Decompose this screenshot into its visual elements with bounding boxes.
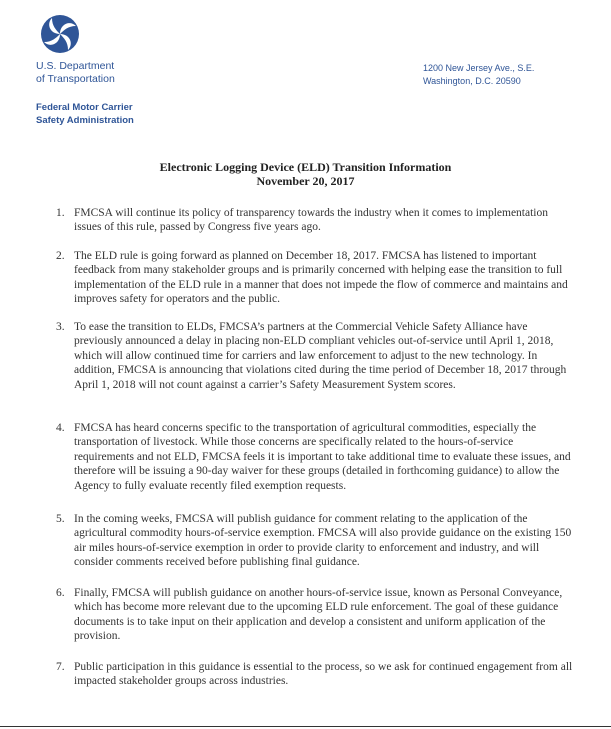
address bbox=[423, 62, 534, 88]
agency-name bbox=[36, 102, 134, 127]
department-name-line2: of Transportation bbox=[36, 73, 115, 85]
department-name-line1: U.S. Department bbox=[36, 60, 115, 72]
address-line2: Washington, D.C. 20590 bbox=[423, 76, 521, 86]
list-item-text: The ELD rule is going forward as planned on December 18, 2017. FMCSA has listened to important feedback from many stakeholder groups and is primarily concerned with helping ease the transition to full implementation of the ELD rule in a manner that does not impede the flow of commerce and maintains and improves safety for operators and the public. bbox=[74, 250, 568, 306]
page-bottom-rule bbox=[0, 726, 611, 727]
list-item-text: FMCSA has heard concerns specific to the transportation of agricultural commodities, especially the transportation of livestock. While those concerns are specifically related to the hours-of-service requirements and not ELD, FMCSA feels it is important to take additional time to evaluate these issues, and therefore will be issuing a 90-day waiver for these groups (detailed in forthcoming guidance) to allow the Agency to fully evaluate recently filed exemption requests. bbox=[74, 422, 571, 492]
dot-logo-icon bbox=[40, 14, 80, 54]
list-item bbox=[56, 586, 574, 644]
list-item-number: 6. bbox=[56, 587, 65, 599]
list-item bbox=[56, 206, 574, 235]
list-item-text: FMCSA will continue its policy of transparency towards the industry when it comes to implementation issues of this rule, passed by Congress five years ago. bbox=[74, 207, 548, 234]
document-title-block bbox=[0, 160, 611, 188]
list-item-text: Finally, FMCSA will publish guidance on another hours-of-service issue, known as Personal Conveyance, which has become more relevant due to the upcoming ELD rule enforcement. The goal of these guidance documents is to take input on their application and develop a consistent and uniform application of the provision. bbox=[74, 587, 563, 643]
list-item-number: 7. bbox=[56, 661, 65, 673]
agency-name-line1: Federal Motor Carrier bbox=[36, 102, 133, 113]
list-item-text: Public participation in this guidance is essential to the process, so we ask for continued engagement from all impacted stakeholder groups across industries. bbox=[74, 661, 573, 688]
list-item bbox=[56, 512, 574, 570]
list-item-text: In the coming weeks, FMCSA will publish guidance for comment relating to the application of the agricultural commodity hours-of-service exemption. FMCSA will also provide guidance on the existing 150 air miles hours-of-service exemption in order to provide clarity to enforcement and industry, and will consider comments received before publishing final guidance. bbox=[74, 513, 572, 569]
list-item-number: 4. bbox=[56, 422, 65, 434]
agency-name-line2: Safety Administration bbox=[36, 114, 134, 126]
list-item-number: 5. bbox=[56, 513, 65, 525]
list-item-text: To ease the transition to ELDs, FMCSA’s partners at the Commercial Vehicle Safety Alliance have previously announced a delay in placing non-ELD compliant vehicles out-of-service until April 1, 2018, which will allow continued time for carriers and law enforcement to adjust to the new technology. In addition, FMCSA is announcing that violations cited during the time period of December 18, 2017 through April 1, 2018 will not count against a carrier’s Safety Measurement System scores. bbox=[74, 321, 567, 391]
list-item bbox=[56, 320, 574, 392]
list-item bbox=[56, 660, 574, 689]
list-item bbox=[56, 421, 574, 493]
list-item-number: 3. bbox=[56, 321, 65, 333]
list-item-number: 2. bbox=[56, 250, 65, 262]
document-date: November 20, 2017 bbox=[256, 174, 355, 188]
document-title: Electronic Logging Device (ELD) Transition Information bbox=[159, 160, 452, 174]
address-line1: 1200 New Jersey Ave., S.E. bbox=[423, 63, 535, 73]
list-item-number: 1. bbox=[56, 207, 65, 219]
department-name bbox=[36, 60, 115, 86]
list-item bbox=[56, 249, 574, 307]
